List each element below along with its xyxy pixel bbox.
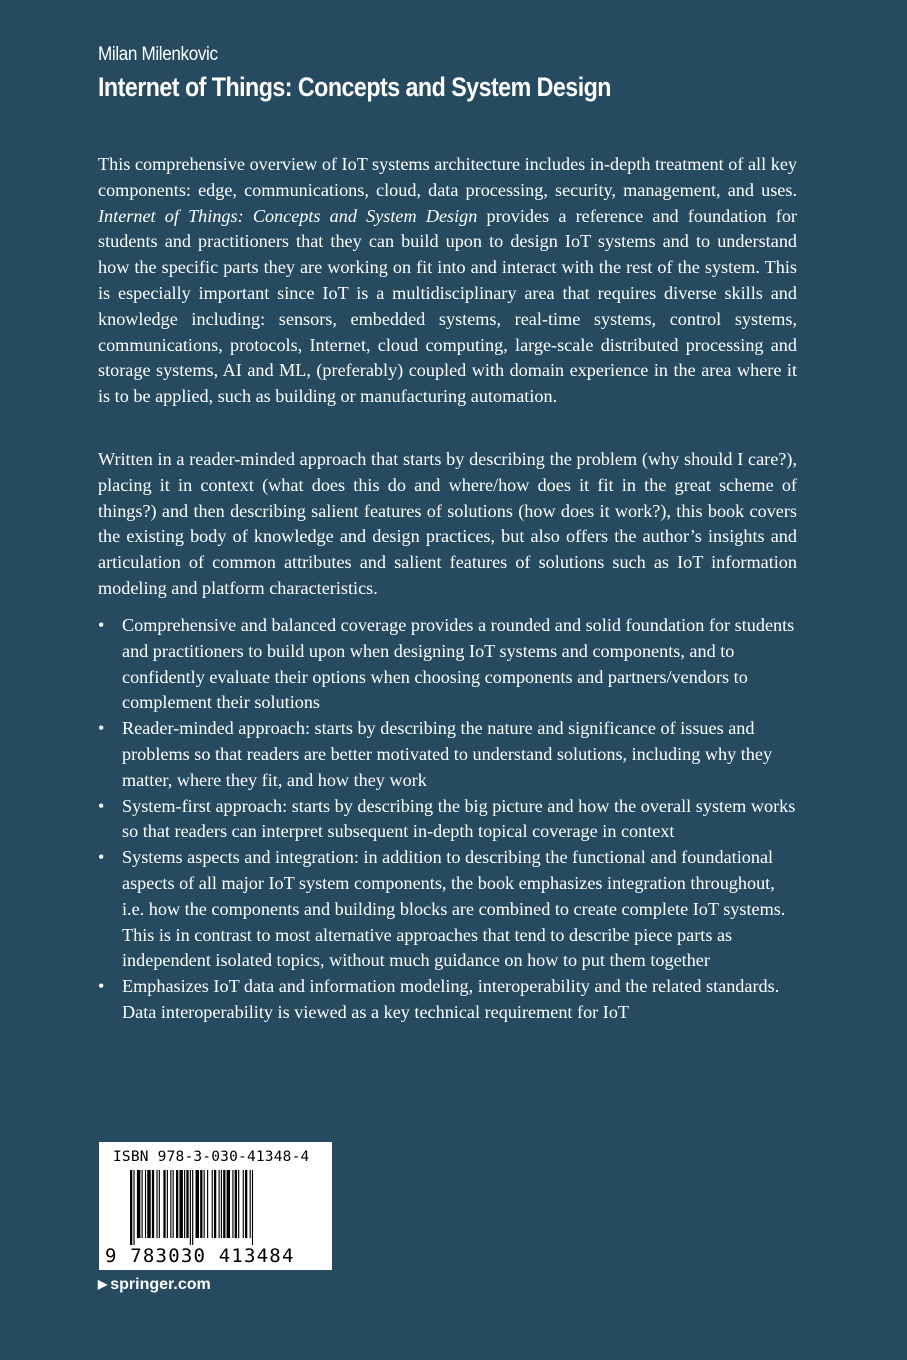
barcode-bar (243, 1170, 244, 1238)
barcode-bar (184, 1170, 185, 1238)
barcode-bar (200, 1170, 202, 1238)
barcode-bar (152, 1170, 154, 1238)
feature-list (98, 613, 797, 1026)
bullet-icon: • (98, 976, 105, 997)
barcode-bar (204, 1170, 205, 1238)
barcode-bar (167, 1170, 168, 1238)
barcode-bar (156, 1170, 157, 1238)
barcode-bar (163, 1170, 165, 1238)
para1-title-italic: Internet of Things: Concepts and System Design (98, 205, 478, 226)
barcode-bar (223, 1170, 225, 1238)
barcode-bar (214, 1170, 216, 1238)
barcode-bar (176, 1170, 178, 1238)
barcode-bar (219, 1170, 220, 1238)
list-item-text: Systems aspects and integration: in addition to describing the functional and foundational aspects of all major IoT system components, the book emphasizes integration throughout, i.e. how the components and building blocks are combined to create complete IoT systems. This is in contrast to most alternative approaches that tend to describe piece parts as independent isolated topics, without much guidance on how to put them together (122, 847, 786, 971)
ean-digits: 9 783030 413484 (105, 1245, 295, 1267)
list-item-text: Reader-minded approach: starts by describing the nature and significance of issues and problems so that readers are better motivated to understand solutions, including why they matter, where they fit, and how they work (122, 718, 773, 790)
barcode-bar (250, 1170, 251, 1238)
barcode-bar (245, 1170, 247, 1238)
barcode-bar (192, 1170, 193, 1245)
barcode-bar (173, 1170, 174, 1238)
list-item (98, 845, 797, 974)
barcode-bar (221, 1170, 222, 1238)
barcode-bar (238, 1170, 239, 1238)
list-item-text: Emphasizes IoT data and information modeling, interoperability and the related standards. Data interoperability is viewed as a key technical requirement for IoT (122, 976, 780, 1022)
barcode-bar (186, 1170, 188, 1238)
barcode-bar (170, 1170, 171, 1238)
barcode-bar (147, 1170, 150, 1238)
book-title: Internet of Things: Concepts and System Design (98, 72, 611, 102)
bullet-icon: • (98, 847, 105, 868)
author-name: Milan Milenkovic (98, 44, 218, 65)
isbn-barcode-block (99, 1142, 332, 1270)
list-item-text: Comprehensive and balanced coverage provides a rounded and solid foundation for students and practitioners to build upon when designing IoT systems and components, and to confidently evaluate their options when choosing components and partners/vendors to complement their solutions (122, 615, 795, 713)
bullet-icon: • (98, 795, 105, 816)
list-item (98, 794, 797, 846)
barcode-bar (190, 1170, 191, 1245)
barcode-bar (196, 1170, 199, 1238)
barcode-icon (130, 1170, 302, 1245)
barcode-bar (133, 1170, 134, 1245)
list-item (98, 716, 797, 793)
list-item (98, 613, 797, 716)
barcode-bar (130, 1170, 132, 1245)
barcode-bar (232, 1170, 233, 1238)
barcode-bar (212, 1170, 213, 1238)
barcode-bar (235, 1170, 237, 1238)
publisher-link-label: springer.com (110, 1276, 211, 1293)
barcode-bar (252, 1170, 253, 1245)
barcode-bar (227, 1170, 230, 1238)
barcode-bar (179, 1170, 182, 1238)
barcode-bar (137, 1170, 140, 1238)
list-item (98, 974, 797, 1026)
isbn-number: ISBN 978-3-030-41348-4 (113, 1149, 310, 1165)
publisher-link[interactable] (98, 1276, 211, 1294)
bullet-icon: • (98, 615, 105, 635)
list-item-text: System-first approach: starts by describing the big picture and how the overall system works so that readers can interpret subsequent in-depth topical coverage in context (122, 795, 796, 842)
para1-text-start: This comprehensive overview of IoT systems architecture includes in-depth treatment of all key components: edge, communications, cloud, data processing, security, management, and uses. (98, 154, 797, 200)
arrow-right-icon: ▶ (98, 1277, 108, 1291)
barcode-bar (207, 1170, 208, 1238)
para1-text-end: provides a reference and foundation for students and practitioners that they can build upon to design IoT systems and to understand how the specific parts they are working on fit into and interact with the rest of the system. This is especially important since IoT is a multidisciplinary area that requires diverse skills and knowledge including: sensors, embedded systems, real-time systems, control systems, communications, protocols, Internet, cloud computing, large-scale distributed processing and storage systems, AI and ML, (preferably) coupled with domain experience in the area where it is to be applied, such as building or manufacturing automation. (98, 205, 797, 407)
barcode-bar (142, 1170, 143, 1238)
barcode-bar (145, 1170, 146, 1238)
description-paragraph-2: Written in a reader-minded approach that starts by describing the problem (why should I care?), placing it in context (what does this do and where/how does it fit in the great scheme of things?) and then describing salient features of solutions (how does it work?), this book covers the existing body of knowledge and design practices, but also offers the author’s insights and articulation of common attributes and salient features of solutions such as IoT information modeling and platform characteristics. (98, 449, 797, 598)
barcode-bar (159, 1170, 160, 1238)
bullet-icon: • (98, 718, 105, 739)
description-paragraph-1 (98, 152, 797, 410)
